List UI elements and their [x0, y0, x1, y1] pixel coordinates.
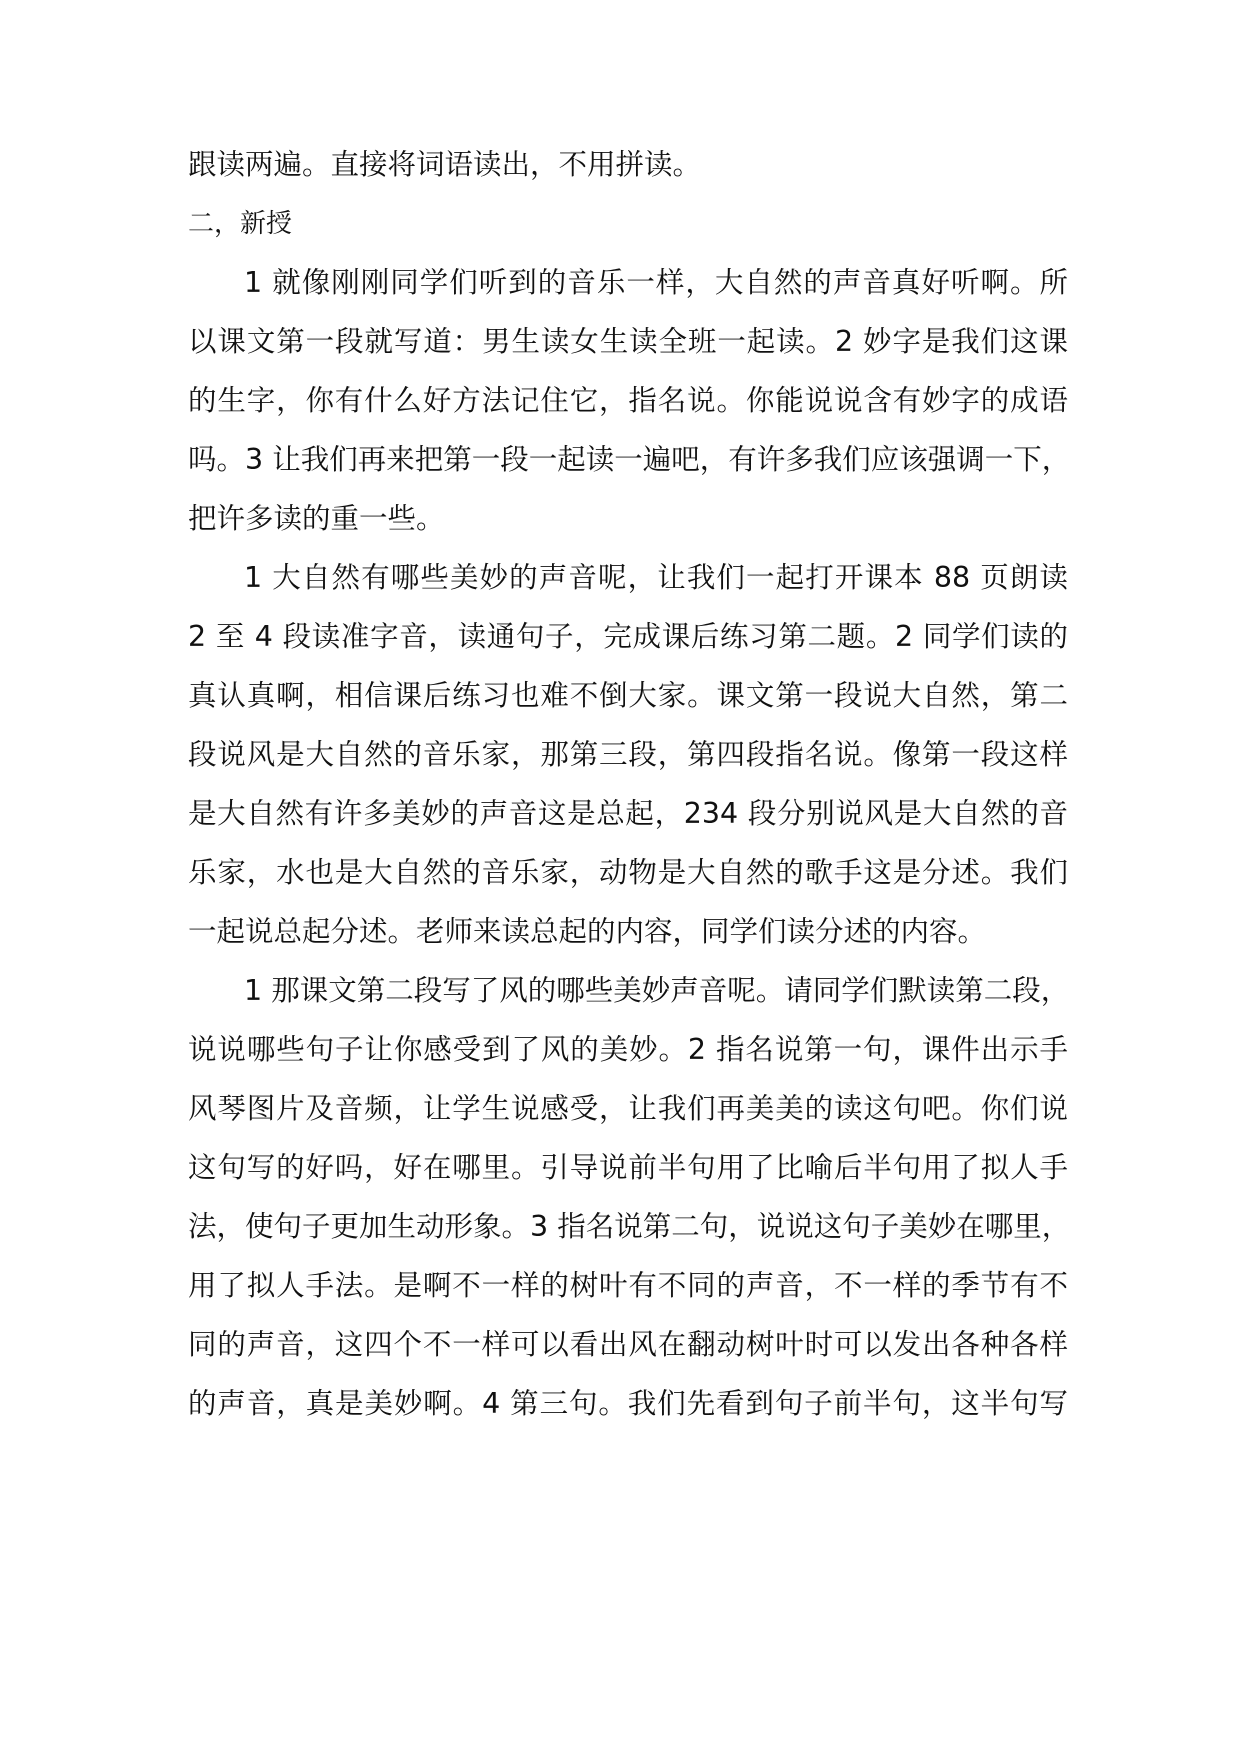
- text-line-18: 这句写的好吗，好在哪里。引导说前半句用了比喻后半句用了拟人手: [188, 1151, 1068, 1184]
- section-heading: 二，新授: [188, 209, 293, 239]
- text-line-12: 是大自然有许多美妙的声音这是总起，234 段分别说风是大自然的音: [188, 797, 1068, 830]
- text-line-11: 段说风是大自然的音乐家，那第三段，第四段指名说。像第一段这样: [188, 738, 1068, 771]
- text-line-22: 的声音，真是美妙啊。4 第三句。我们先看到句子前半句，这半句写: [188, 1387, 1068, 1420]
- text-line-10: 真认真啊，相信课后练习也难不倒大家。课文第一段说大自然，第二: [188, 679, 1068, 712]
- text-line-9: 2 至 4 段读准字音，读通句子，完成课后练习第二题。2 同学们读的: [188, 620, 1068, 653]
- text-line-17: 风琴图片及音频，让学生说感受，让我们再美美的读这句吧。你们说: [188, 1092, 1068, 1125]
- text-line-3: 1 就像刚刚同学们听到的音乐一样，大自然的声音真好听啊。所: [244, 266, 1068, 299]
- text-line-14: 一起说总起分述。老师来读总起的内容，同学们读分述的内容。: [188, 915, 987, 948]
- text-line-16: 说说哪些句子让你感受到了风的美妙。2 指名说第一句，课件出示手: [188, 1033, 1068, 1066]
- text-line-8: 1 大自然有哪些美妙的声音呢，让我们一起打开课本 88 页朗读: [244, 561, 1068, 594]
- text-line-7: 把许多读的重一些。: [188, 502, 445, 535]
- text-line-6: 吗。3 让我们再来把第一段一起读一遍吧，有许多我们应该强调一下，: [188, 443, 1071, 476]
- text-line-19: 法，使句子更加生动形象。3 指名说第二句，说说这句子美妙在哪里，: [188, 1210, 1071, 1243]
- text-line-4: 以课文第一段就写道：男生读女生读全班一起读。2 妙字是我们这课: [188, 325, 1068, 358]
- text-line-13: 乐家，水也是大自然的音乐家，动物是大自然的歌手这是分述。我们: [188, 856, 1068, 889]
- text-line-15: 1 那课文第二段写了风的哪些美妙声音呢。请同学们默读第二段，: [244, 974, 1070, 1007]
- text-line-21: 同的声音，这四个不一样可以看出风在翻动树叶时可以发出各种各样: [188, 1328, 1068, 1361]
- text-line-5: 的生字，你有什么好方法记住它，指名说。你能说说含有妙字的成语: [188, 384, 1068, 417]
- text-line-1: 跟读两遍。直接将词语读出，不用拼读。: [188, 148, 702, 181]
- text-line-20: 用了拟人手法。是啊不一样的树叶有不同的声音，不一样的季节有不: [188, 1269, 1068, 1302]
